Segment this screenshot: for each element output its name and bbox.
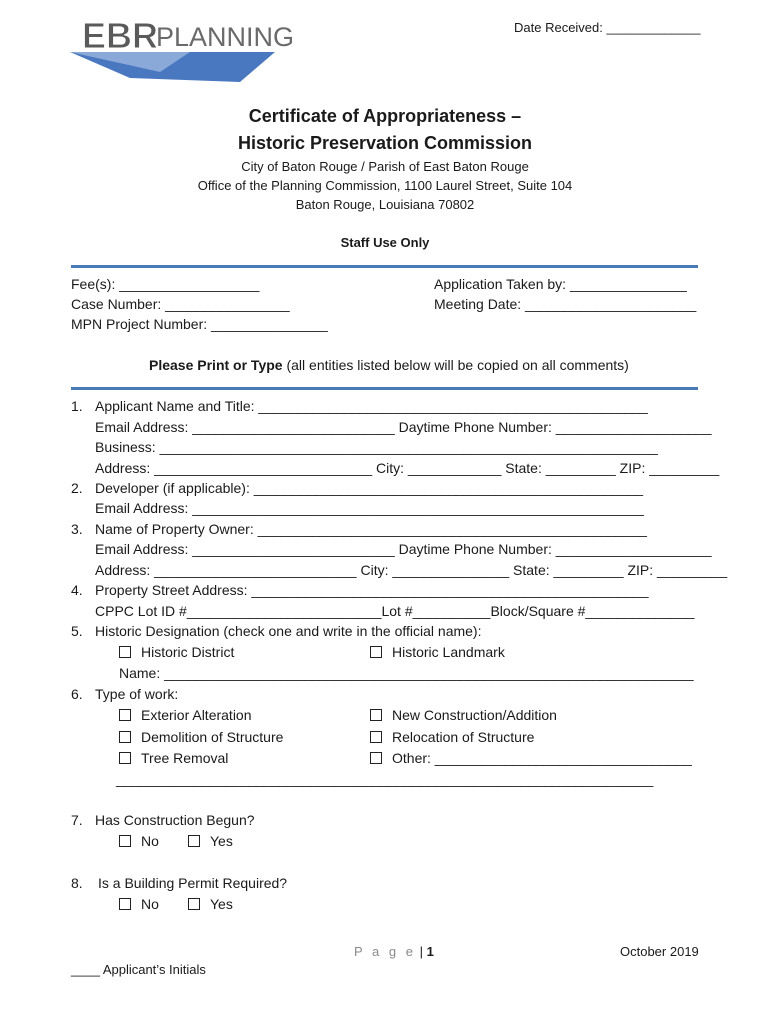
date-received[interactable]: Date Received: _____________ (514, 20, 701, 35)
checkbox-label: Exterior Alteration (141, 707, 252, 723)
case-number-field[interactable]: Case Number: ________________ (71, 296, 290, 312)
checkbox-icon (188, 835, 200, 847)
divider-rule (71, 387, 698, 390)
property-street-address-field[interactable]: Property Street Address: ___________________________________________________ (95, 582, 649, 598)
checkbox-label: Relocation of Structure (392, 729, 535, 745)
work-description-field[interactable]: _____________________________________________________________________ (116, 771, 654, 787)
checkbox-label: New Construction/Addition (392, 707, 557, 723)
checkbox-icon (370, 731, 382, 743)
checkbox-icon (370, 646, 382, 658)
checkbox-label: Historic District (141, 644, 235, 660)
type-of-work-label: Type of work: (95, 686, 179, 702)
page-title-line2: Historic Preservation Commission (237, 133, 533, 153)
item-number: 7. (71, 812, 83, 828)
checkbox-icon (119, 731, 131, 743)
developer-field[interactable]: Developer (if applicable): __________________________________________________ (95, 480, 644, 496)
address-line2: Office of the Planning Commission, 1100 Laurel Street, Suite 104 (197, 178, 573, 193)
address-line3: Baton Rouge, Louisiana 70802 (295, 197, 475, 212)
checkbox-historic-district[interactable] (119, 644, 234, 660)
checkbox-icon (119, 835, 131, 847)
lot-block-field[interactable]: CPPC Lot ID #_________________________Lot #__________Block/Square #______________ (95, 603, 695, 619)
divider-rule (71, 265, 698, 268)
address-line1: City of Baton Rouge / Parish of East Baton Rouge (241, 159, 529, 174)
page-label: P a g e (354, 944, 416, 959)
item-number: 5. (71, 623, 83, 639)
checkbox-relocation[interactable] (370, 729, 534, 745)
checkbox-other[interactable] (370, 750, 692, 766)
page-separator: | (415, 944, 427, 959)
ebr-planning-logo (70, 10, 295, 85)
item-number: 4. (71, 582, 83, 598)
applicant-business-field[interactable]: Business: ________________________________________________________________ (95, 439, 658, 455)
application-taken-by-field[interactable]: Application Taken by: _______________ (434, 276, 687, 292)
checkbox-icon (370, 709, 382, 721)
checkbox-permit-no[interactable] (119, 896, 159, 912)
checkbox-label: Demolition of Structure (141, 729, 284, 745)
item-number: 1. (71, 398, 83, 414)
mpn-project-number-field[interactable]: MPN Project Number: _______________ (71, 316, 328, 332)
checkbox-construction-no[interactable] (119, 833, 159, 849)
developer-email-field[interactable]: Email Address: __________________________________________________________ (95, 500, 644, 516)
checkbox-permit-yes[interactable] (188, 896, 233, 912)
checkbox-icon (119, 646, 131, 658)
property-owner-field[interactable]: Name of Property Owner: __________________________________________________ (95, 521, 647, 537)
checkbox-exterior-alteration[interactable] (119, 707, 252, 723)
checkbox-tree-removal[interactable] (119, 750, 228, 766)
applicant-address-field[interactable]: Address: ____________________________ City: ____________ State: _________ ZIP: _________ (95, 460, 720, 476)
logo-text-planning: PLANNING (156, 22, 295, 52)
print-notice-bold: Please Print or Type (149, 357, 283, 373)
footer-date: October 2019 (620, 944, 699, 959)
owner-email-phone-field[interactable]: Email Address: __________________________ Daytime Phone Number: ____________________ (95, 541, 712, 557)
item-number: 2. (71, 480, 83, 496)
checkbox-icon (119, 898, 131, 910)
checkbox-label: Yes (210, 896, 233, 912)
checkbox-icon (119, 709, 131, 721)
page-num: 1 (426, 944, 434, 959)
checkbox-label: No (141, 896, 159, 912)
fees-field[interactable]: Fee(s): __________________ (71, 276, 260, 292)
staff-use-only-heading: Staff Use Only (340, 235, 430, 250)
official-name-field[interactable]: Name: ____________________________________________________________________ (119, 665, 694, 681)
page-title-line1: Certificate of Appropriateness – (248, 106, 522, 126)
logo-text-ebr: EBR (82, 15, 159, 56)
historic-designation-label: Historic Designation (check one and write in the official name): (95, 623, 482, 639)
applicant-email-phone-field[interactable]: Email Address: __________________________ Daytime Phone Number: ____________________ (95, 419, 712, 435)
checkbox-historic-landmark[interactable] (370, 644, 505, 660)
checkbox-icon (188, 898, 200, 910)
meeting-date-field[interactable]: Meeting Date: ______________________ (434, 296, 697, 312)
applicant-initials-field[interactable]: ____ Applicant’s Initials (71, 962, 206, 977)
checkbox-icon (370, 752, 382, 764)
checkbox-icon (119, 752, 131, 764)
checkbox-new-construction[interactable] (370, 707, 557, 723)
checkbox-label: No (141, 833, 159, 849)
checkbox-demolition[interactable] (119, 729, 283, 745)
applicant-name-field[interactable]: Applicant Name and Title: __________________________________________________ (95, 398, 648, 414)
checkbox-label: Tree Removal (141, 750, 229, 766)
checkbox-label: Yes (210, 833, 233, 849)
item-number: 3. (71, 521, 83, 537)
construction-begun-label: Has Construction Begun? (95, 812, 255, 828)
print-notice-rest: (all entities listed below will be copied on all comments) (282, 357, 629, 373)
checkbox-construction-yes[interactable] (188, 833, 233, 849)
print-or-type-notice (149, 357, 629, 373)
item-number: 8. (71, 875, 83, 891)
item-number: 6. (71, 686, 83, 702)
owner-address-field[interactable]: Address: __________________________ City: _______________ State: _________ ZIP: _________ (95, 562, 728, 578)
page-number (354, 944, 434, 959)
checkbox-label: Historic Landmark (392, 644, 505, 660)
checkbox-label: Other: _________________________________ (392, 750, 692, 766)
building-permit-label: Is a Building Permit Required? (98, 875, 288, 891)
